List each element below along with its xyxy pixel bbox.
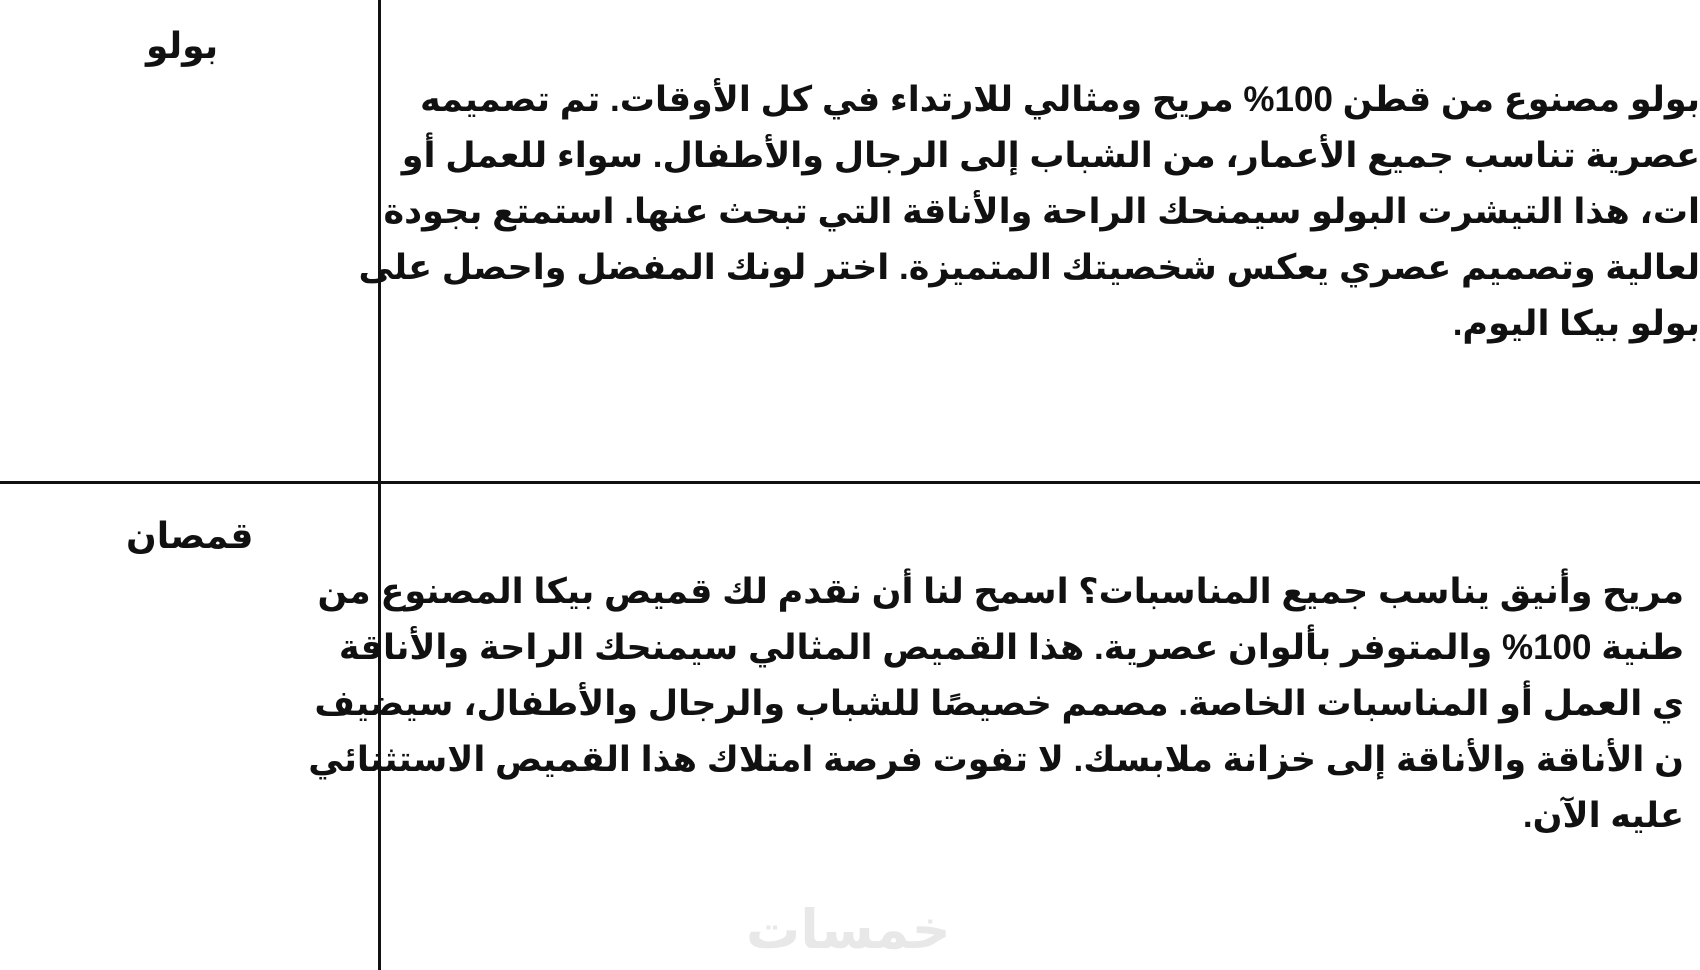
category-label-polo: بولو [146,25,219,66]
description-line: بولو مصنوع من قطن 100% مريح ومثالي للارتداء في كل الأوقات. تم تصميمه [419,80,1700,119]
category-label-shirts: قمصان [126,515,254,556]
description-line: ات، هذا التيشرت البولو سيمنحك الراحة والأناقة التي تبحث عنها. استمتع بجودة [383,192,1700,231]
description-line: مريح وأنيق يناسب جميع المناسبات؟ اسمح لنا أن نقدم لك قميص بيكا المصنوع من [317,572,1684,611]
description-line: لعالية وتصميم عصري يعكس شخصيتك المتميزة. اختر لونك المفضل واحصل على [358,248,1700,287]
watermark-logo: خمسات [746,900,951,960]
description-line: عصرية تناسب جميع الأعمار، من الشباب إلى الرجال والأطفال. سواء للعمل أو [401,136,1700,175]
description-line: طنية 100% والمتوفر بألوان عصرية. هذا القميص المثالي سيمنحك الراحة والأناقة [338,628,1684,667]
description-shirts [308,564,1684,844]
description-line: ي العمل أو المناسبات الخاصة. مصمم خصيصًا للشباب والرجال والأطفال، سيضيف [314,684,1684,723]
description-polo [358,72,1700,352]
description-line: ن الأناقة والأناقة إلى خزانة ملابسك. لا تفوت فرصة امتلاك هذا القميص الاستثنائي [308,740,1684,779]
description-line: بولو بيكا اليوم. [1452,304,1700,343]
row-divider [0,481,1700,484]
description-line: عليه الآن. [1522,796,1684,835]
